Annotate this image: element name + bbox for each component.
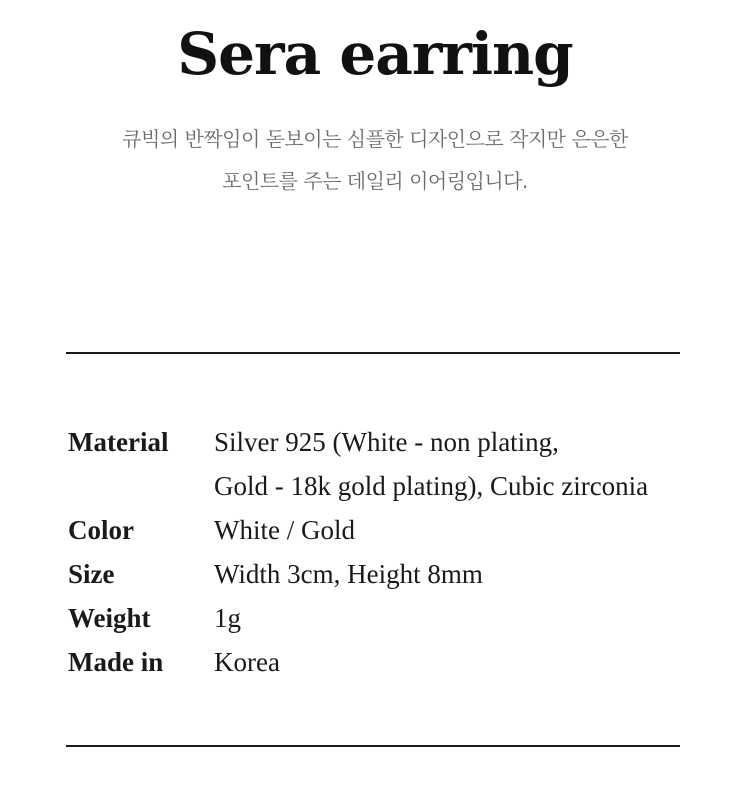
spec-row-made-in <box>68 640 708 684</box>
spec-label: Material <box>68 427 169 457</box>
spec-value-line: Width 3cm, Height 8mm <box>214 559 483 589</box>
description-line: 포인트를 주는 데일리 이어링입니다. <box>222 169 528 193</box>
product-description <box>0 118 750 202</box>
description-line: 큐빅의 반짝임이 돋보이는 심플한 디자인으로 작지만 은은한 <box>122 127 628 151</box>
spec-table <box>68 420 708 684</box>
spec-row-material <box>68 420 708 508</box>
spec-value <box>214 420 708 508</box>
spec-value-line: 1g <box>214 603 241 633</box>
top-divider <box>66 352 680 354</box>
spec-value-line: White / Gold <box>214 515 355 545</box>
spec-value-line: Silver 925 (White - non plating, <box>214 427 559 457</box>
product-title: Sera earring <box>177 20 573 88</box>
spec-label: Made in <box>68 647 164 677</box>
spec-value <box>214 640 708 684</box>
spec-value <box>214 508 708 552</box>
spec-value <box>214 552 708 596</box>
spec-value <box>214 596 708 640</box>
bottom-divider <box>66 745 680 747</box>
spec-row-weight <box>68 596 708 640</box>
spec-value-line: Gold - 18k gold plating), Cubic zirconia <box>214 471 649 501</box>
spec-label: Size <box>68 559 115 589</box>
spec-row-size <box>68 552 708 596</box>
spec-label: Weight <box>68 603 151 633</box>
spec-row-color <box>68 508 708 552</box>
spec-label: Color <box>68 515 134 545</box>
spec-value-line: Korea <box>214 647 280 677</box>
